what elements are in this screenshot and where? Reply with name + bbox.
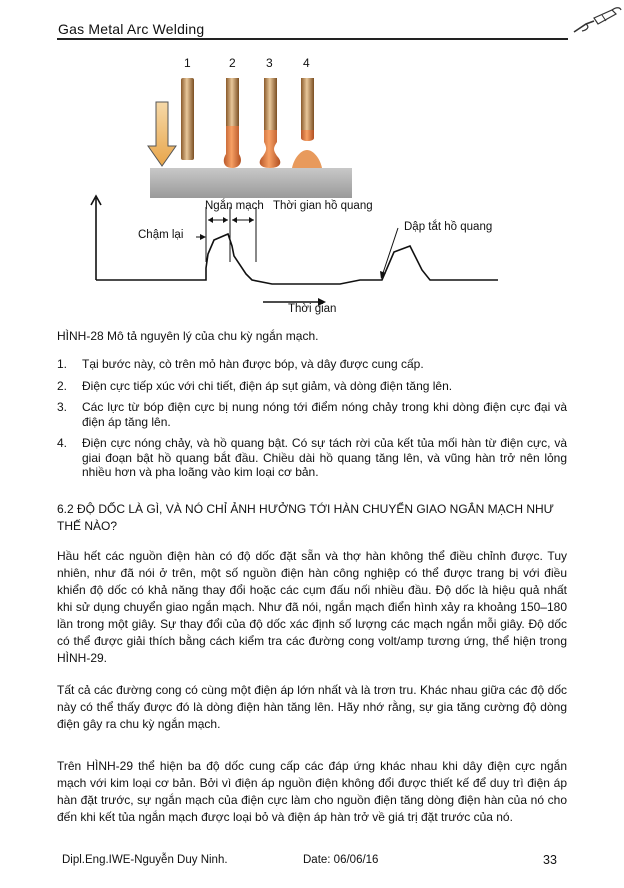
- header-divider: [57, 38, 568, 40]
- base-metal-plate: [150, 168, 352, 198]
- electrode-2: [226, 78, 239, 126]
- list-item: 4. Điện cực nóng chảy, và hồ quang bật. Có sự tách rời của kết tủa mối hàn từ điện cực, và giai đoạn bật hồ quang bắt đầu. Chiều dài hồ quang tăng lên, và vũng hàn trở nên lỏng nhiều hơn và pha loãng vào kim loại cơ bản.: [57, 436, 567, 479]
- list-item: 2. Điện cực tiếp xúc với chi tiết, điện áp sụt giảm, và dòng điện tăng lên.: [57, 378, 453, 393]
- paragraph-3: Trên HÌNH-29 thể hiện ba độ dốc cung cấp các đáp ứng khác nhau khi dây điện cực ngắn mạch với kim loại cơ bản. Bởi vì điện áp nguồn điện không đổi được thiết kế để duy trì điện áp hàn đặt trước, sự ngắn mạch của điện cực làm cho nguồn điện tăng dòng điện hàn của nó cho đến khi kết tủa ngắn mạch được loại bỏ và điện áp hàn trở về giá trị đặt trước của nó.: [57, 759, 567, 824]
- list-item: 3. Các lực từ bóp điện cực bị nung nóng tới điểm nóng chảy trong khi dòng điện cực đại và điện áp tăng lên.: [57, 400, 567, 429]
- paragraph-2: Tất cả các đường cong có cùng một điện áp lớn nhất và là trơn tru. Khác nhau giữa các độ dốc này có thể thấy được đó là dòng điện hàn tăng lên. Hãy nhớ rằng, sự gia tăng cường độ dòng điện gây ra chu kỳ ngắn mạch.: [57, 683, 567, 731]
- voltage-waveform: [96, 234, 498, 284]
- figure-caption: HÌNH-28 Mô tả nguyên lý của chu kỳ ngắn mạch.: [57, 329, 319, 343]
- electrode-4: [301, 78, 314, 130]
- label-time-axis: Thời gian: [288, 303, 337, 315]
- header-title: Gas Metal Arc Welding: [58, 21, 205, 37]
- feed-arrow: [148, 102, 176, 166]
- label-short-circuit: Ngắn mạch: [205, 200, 264, 212]
- electrode-3: [264, 78, 277, 130]
- figure-number-3: 3: [266, 56, 273, 70]
- footer-date: Date: 06/06/16: [303, 854, 379, 866]
- welding-torch-icon: [572, 4, 622, 36]
- paragraph-1: Hầu hết các nguồn điện hàn có độ dốc đặt sẵn và thợ hàn không thể điều chỉnh được. Tuy nhiên, như đã nói ở trên, một số nguồn điện hàn công nghiệp có thể được trang bị với điều khiển độ dốc có khả năng thay đổi hoặc các cụm đấu nối nhiều đầu. Độ dốc là hiệu quả nhất khi sử dụng chuyển giao ngắn mạch. Như đã nói, ngắn mạch điển hình xảy ra khoảng 150–180 lần trong một giây. Sự thay đổi của độ dốc xác định số lượng các mạch ngắn mỗi giây. Độ dốc có thể được giải thích bằng cách kiểm tra các đường cong volt/amp tương ứng, thể hiện trong HÌNH-29.: [57, 549, 567, 665]
- section-heading: 6.2 ĐỘ DỐC LÀ GÌ, VÀ NÓ CHỈ ẢNH HƯỞNG TỚI HÀN CHUYỂN GIAO NGẮN MẠCH NHƯ THẾ NÀO?: [57, 502, 554, 533]
- footer-author: Dipl.Eng.IWE-Nguyễn Duy Ninh.: [62, 854, 228, 866]
- steps-list: [57, 357, 567, 487]
- short-circuit-cycle-figure: [80, 50, 540, 320]
- figure-number-2: 2: [229, 56, 236, 70]
- list-item: 1. Tại bước này, cò trên mỏ hàn được bóp, và dây được cung cấp.: [57, 357, 424, 371]
- page-number: 33: [543, 853, 557, 867]
- label-contact: Chậm lại: [138, 229, 184, 241]
- electrode-1: [181, 78, 194, 160]
- label-arc-extinguish: Dập tắt hồ quang: [404, 221, 493, 233]
- label-arc-time: Thời gian hồ quang: [273, 200, 373, 212]
- figure-number-1: 1: [184, 56, 191, 70]
- figure-number-4: 4: [303, 56, 310, 70]
